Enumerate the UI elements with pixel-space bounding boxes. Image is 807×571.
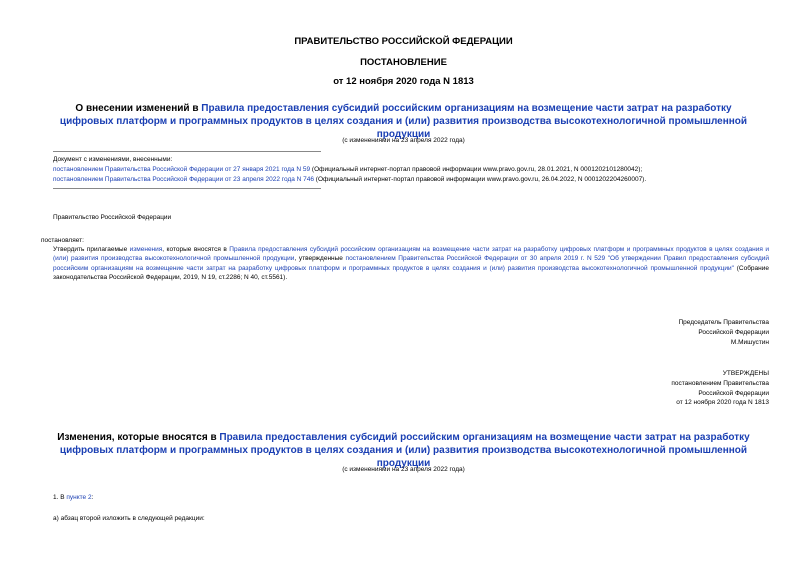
annex-title-prefix: Изменения, которые вносятся в xyxy=(57,432,220,443)
divider-bottom xyxy=(53,188,321,189)
approved-line-1: УТВЕРЖДЕНЫ xyxy=(722,370,769,377)
annex-rules-link[interactable]: Правила предоставления субсидий российским организациям на возмещение части затрат на разработку цифровых платформ и программных продуктов в целях создания и (или) развития производства высокотехнологичной промышленной продукции xyxy=(59,432,750,469)
approved-line-4: от 12 ноября 2020 года N 1813 xyxy=(676,399,769,407)
document-title xyxy=(50,102,757,141)
signature-line-1: Председатель Правительства xyxy=(678,319,769,326)
amendment-ref-2 xyxy=(53,175,773,184)
p1-b: , которые вносятся в xyxy=(162,246,230,253)
signature-line-2: Российской Федерации xyxy=(698,328,769,336)
amendment-source-1: (Официальный интернет-портал правовой информации www.pravo.gov.ru, 28.01.2021, N 0001202101280042); xyxy=(310,166,643,173)
resolution-529-link[interactable]: постановлением Правительства Российской Федерации от 30 апреля 2019 г. N 529 "Об утверждении Правил предоставления субсидий российским организациям на возмещение части затрат на разработку цифровых платформ и программных продуктов в целях создания и (или) развития производства высокотехнологичной промышленной продукции" xyxy=(53,255,769,272)
item-1-suffix: : xyxy=(91,494,94,501)
approved-line-3: Российской Федерации xyxy=(698,389,769,397)
decision-paragraph xyxy=(53,245,769,282)
annex-title xyxy=(50,431,757,470)
divider-top xyxy=(53,151,321,152)
annex-changes-note: (с изменениями на 23 апреля 2022 года) xyxy=(342,466,465,473)
gov-rf-label: Правительство Российской Федерации xyxy=(53,214,172,221)
rules-link[interactable]: Правила предоставления субсидий российским организациям на возмещение части затрат на разработку цифровых платформ и программных продуктов в целях создания и (или) развития производства высокотехнологичной промышленной продукции xyxy=(59,103,748,140)
document-date: от 12 ноября 2020 года N 1813 xyxy=(333,76,474,87)
amendment-link-2[interactable]: постановлением Правительства Российской Федерации от 23 апреля 2022 года N 746 xyxy=(53,176,314,183)
p1-d: (Собрание законодательства Российской Федерации, 2019, N 19, ст.2286; N 40, ст.5561). xyxy=(53,264,769,281)
signature-line-3: М.Мишустин xyxy=(730,338,769,346)
p1-c: , утвержденные xyxy=(294,255,346,263)
changes-link[interactable]: изменения xyxy=(129,246,163,253)
document-kind: ПОСТАНОВЛЕНИЕ xyxy=(360,57,447,68)
changes-intro: Документ с изменениями, внесенными: xyxy=(53,156,173,163)
approved-block xyxy=(671,369,769,408)
government-heading: ПРАВИТЕЛЬСТВО РОССИЙСКОЙ ФЕДЕРАЦИИ xyxy=(294,36,513,47)
p1-a: Утвердить прилагаемые xyxy=(53,246,130,253)
signature-block xyxy=(678,318,769,347)
item-1-prefix: 1. В xyxy=(53,494,67,501)
amendment-source-2: (Официальный интернет-портал правовой информации www.pravo.gov.ru, 26.04.2022, N 0001202204260007). xyxy=(314,176,647,183)
paragraph-2-link[interactable]: пункте 2 xyxy=(66,494,92,501)
item-a: а) абзац второй изложить в следующей редакции: xyxy=(53,515,205,522)
item-1 xyxy=(53,493,93,502)
approved-line-2: постановлением Правительства xyxy=(671,379,769,387)
rules-link-body[interactable]: Правила предоставления субсидий российским организациям на возмещение части затрат на разработку цифровых платформ и программных продуктов в целях создания и (или) развития производства высокотехнологичной промышленной продукции xyxy=(53,246,769,263)
amendment-link-1[interactable]: постановлением Правительства Российской Федерации от 27 января 2021 года N 59 xyxy=(53,166,311,173)
decides-label: постановляет: xyxy=(41,237,84,244)
amendment-ref-1 xyxy=(53,165,773,174)
changes-note: (с изменениями на 23 апреля 2022 года) xyxy=(342,137,465,144)
title-prefix: О внесении изменений в xyxy=(75,103,202,114)
